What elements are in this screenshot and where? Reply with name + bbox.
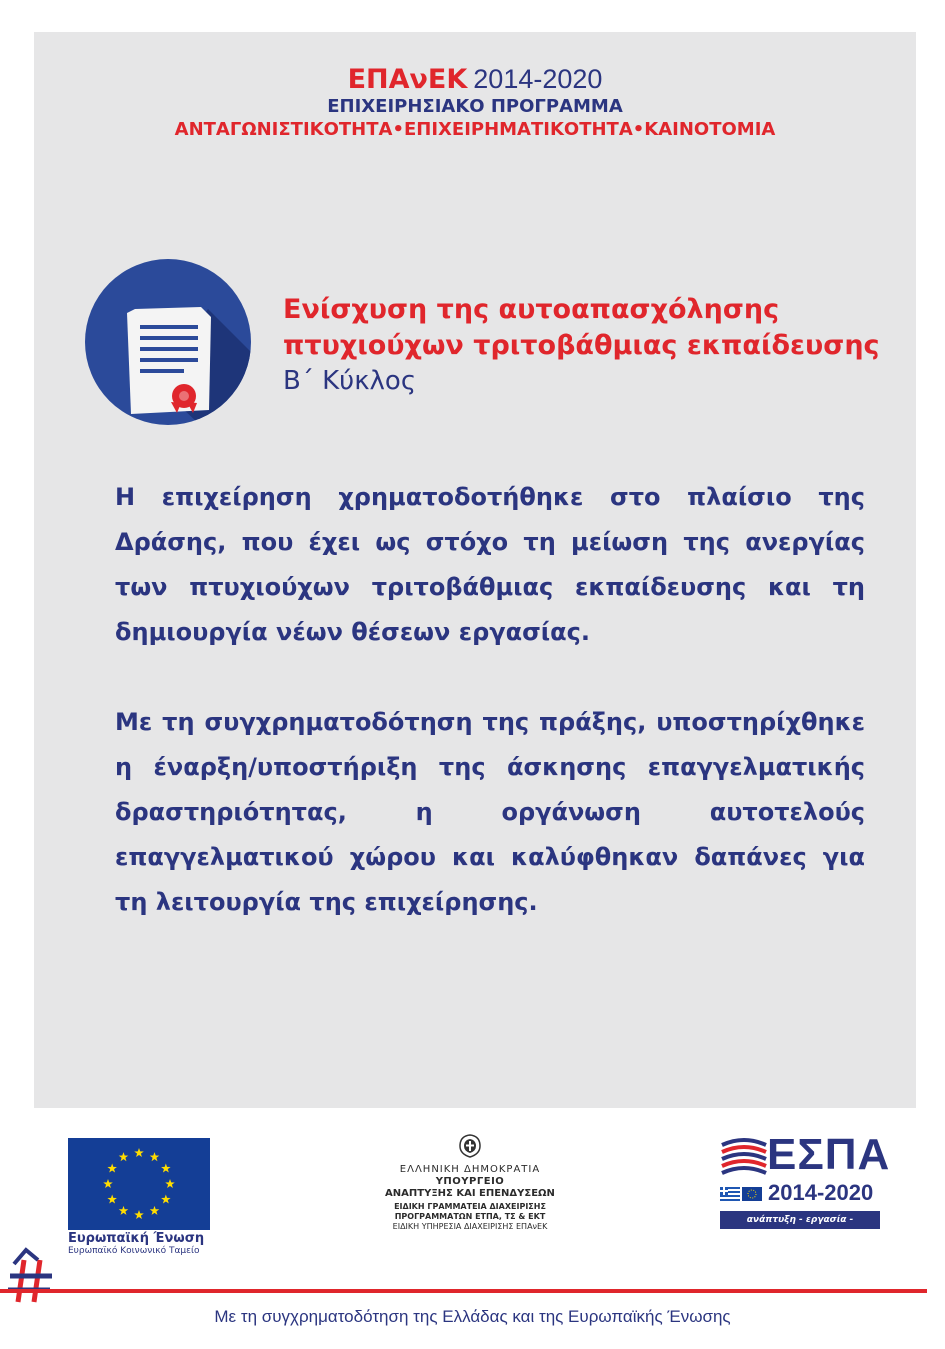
action-title <box>283 292 903 398</box>
hashtag-icon <box>6 1246 58 1304</box>
program-pillars: ΑΝΤΑΓΩΝΙΣΤΙΚΟΤΗΤΑ•ΕΠΙΧΕΙΡΗΜΑΤΙΚΟΤΗΤΑ•ΚΑΙΝΟΤΟΜΙΑ <box>174 119 776 140</box>
certificate-icon <box>83 257 253 427</box>
eu-flag-icon <box>68 1138 210 1230</box>
eu-fund-label: Ευρωπαϊκό Κοινωνικό Ταμείο <box>68 1246 200 1256</box>
espa-tagline: ανάπτυξη - εργασία - αλληλεγγύη <box>720 1211 880 1229</box>
espa-title: ΕΣΠΑ <box>767 1130 891 1179</box>
eu-label: Ευρωπαϊκή Ένωση <box>68 1231 205 1246</box>
gov-service: ΕΙΔΙΚΗ ΥΠΗΡΕΣΙΑ ΔΙΑΧΕΙΡΙΣΗΣ ΕΠΑνΕΚ <box>392 1222 548 1231</box>
greek-flag-icon <box>720 1187 762 1201</box>
program-header <box>34 64 916 141</box>
cycle-label: Β΄ Κύκλος <box>283 366 417 396</box>
ministry-logo <box>360 1130 580 1232</box>
program-label: ΕΠΙΧΕΙΡΗΣΙΑΚΟ ΠΡΟΓΡΑΜΜΑ <box>327 96 623 117</box>
gov-ministry-name: ΑΝΑΠΤΥΞΗΣ ΚΑΙ ΕΠΕΝΔΥΣΕΩΝ <box>385 1188 555 1199</box>
cofunding-statement: Με τη συγχρηματοδότηση της Ελλάδας και της Ευρωπαϊκής Ένωσης <box>214 1307 731 1326</box>
gov-republic: ΕΛΛΗΝΙΚΗ ΔΗΜΟΚΡΑΤΙΑ <box>399 1164 541 1175</box>
espa-stripes-icon <box>720 1137 768 1177</box>
gov-secretariat: ΕΙΔΙΚΗ ΓΡΑΜΜΑΤΕΙΑ ΔΙΑΧΕΙΡΙΣΗΣ <box>394 1202 546 1211</box>
footer-divider <box>0 1289 927 1293</box>
brand-name: ΕΠΑνΕΚ <box>347 64 468 95</box>
content-panel <box>34 32 916 1108</box>
espa-years: 2014-2020 <box>768 1180 874 1205</box>
title-line-1: Ενίσχυση της αυτοαπασχόλησης <box>283 294 780 325</box>
gov-ministry: ΥΠΟΥΡΓΕΙΟ <box>435 1176 505 1187</box>
eu-logo <box>68 1138 210 1257</box>
brand-years: 2014-2020 <box>473 64 603 94</box>
title-line-2: πτυχιούχων τριτοβάθμιας εκπαίδευσης <box>283 330 880 361</box>
greek-emblem-icon <box>455 1130 485 1160</box>
paragraph-funding: Η επιχείρηση χρηματοδοτήθηκε στο πλαίσιο της Δράσης, που έχει ως στόχο τη μείωση της ανεργίας των πτυχιούχων τριτοβάθμιας εκπαίδευσης και τη δημιουργία νέων θέσεων εργασίας. <box>115 483 865 646</box>
paragraph-support: Με τη συγχρηματοδότηση της πράξης, υποστηρίχθηκε η έναρξη/υποστήριξη της άσκησης επαγγελματικής δραστηριότητας, η οργάνωση αυτοτελούς επαγγελματικού χώρου και καλύφθηκαν δαπάνες για τη λειτουργία της επιχείρησης. <box>115 708 865 916</box>
gov-programs: ΠΡΟΓΡΑΜΜΑΤΩΝ ΕΤΠΑ, ΤΣ & ΕΚΤ <box>394 1212 546 1221</box>
